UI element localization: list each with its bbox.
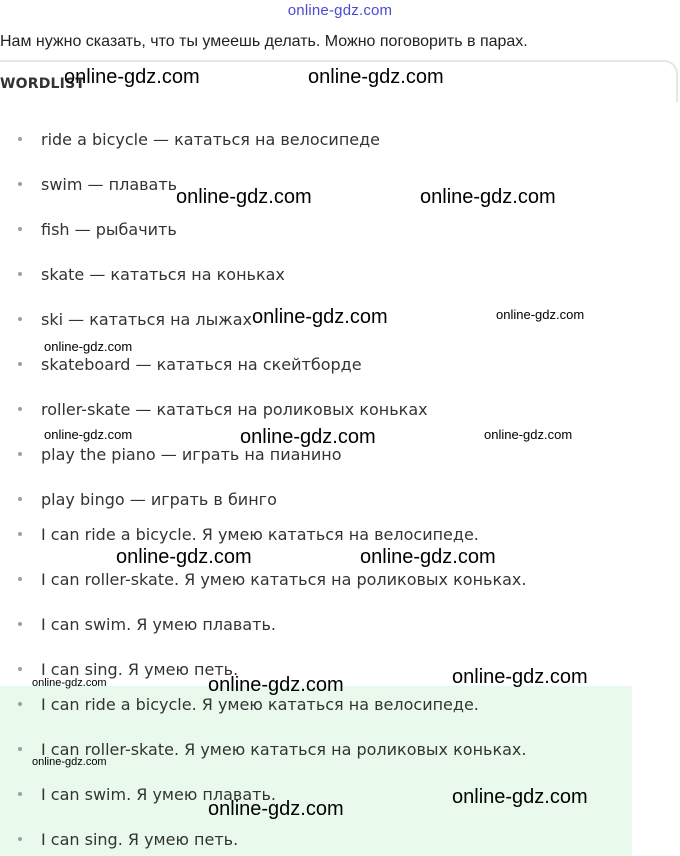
list-item-text: swim — плавать	[41, 174, 178, 194]
list-item	[18, 614, 276, 634]
bullet-icon	[18, 272, 22, 276]
list-item	[18, 129, 380, 149]
list-item-text: fish — рыбачить	[41, 219, 177, 239]
list-item-text: roller-skate — кататься на роликовых коньках	[41, 399, 428, 419]
list-item-text: play the piano — играть на пианино	[41, 444, 342, 464]
list-item	[18, 174, 177, 194]
answer-item-text: I can ride a bicycle. Я умею кататься на велосипеде.	[41, 694, 479, 714]
list-item-text: play bingo — играть в бинго	[41, 489, 277, 509]
watermark: online-gdz.com	[44, 427, 133, 442]
list-item-text: I can swim. Я умею плавать.	[41, 614, 276, 634]
watermark: online-gdz.com	[360, 546, 496, 568]
list-item	[18, 659, 238, 679]
bullet-icon	[18, 317, 22, 321]
bullet-icon	[18, 227, 22, 231]
watermark: online-gdz.com	[32, 756, 107, 768]
bullet-icon	[18, 137, 22, 141]
list-item	[18, 489, 277, 509]
list-item-text: skateboard — кататься на скейтборде	[41, 354, 362, 374]
watermark: online-gdz.com	[176, 186, 312, 208]
list-item	[18, 524, 479, 544]
list-item	[18, 219, 177, 239]
bullet-icon	[18, 407, 22, 411]
wordlist-title: WORDLIST	[0, 76, 86, 92]
bullet-icon	[18, 702, 22, 706]
list-item	[18, 354, 362, 374]
watermark: online-gdz.com	[452, 786, 588, 808]
list-item	[18, 569, 526, 589]
watermark: online-gdz.com	[308, 66, 444, 88]
bullet-icon	[18, 577, 22, 581]
intro-text: Нам нужно сказать, что ты умеешь делать. Можно поговорить в парах.	[0, 33, 528, 50]
list-item	[18, 264, 285, 284]
answer-item	[18, 829, 238, 849]
bullet-icon	[18, 747, 22, 751]
bullet-icon	[18, 182, 22, 186]
watermark: online-gdz.com	[240, 426, 376, 448]
watermark: online-gdz.com	[208, 798, 344, 820]
watermark: online-gdz.com	[44, 339, 133, 354]
watermark: online-gdz.com	[116, 546, 252, 568]
list-item-text: ski — кататься на лыжах	[41, 309, 252, 329]
bullet-icon	[18, 792, 22, 796]
watermark: online-gdz.com	[496, 307, 585, 322]
list-item-text: ride a bicycle — кататься на велосипеде	[41, 129, 381, 149]
bullet-icon	[18, 452, 22, 456]
bullet-icon	[18, 622, 22, 626]
bullet-icon	[18, 497, 22, 501]
watermark: online-gdz.com	[32, 677, 107, 689]
watermark: online-gdz.com	[484, 427, 573, 442]
answer-item-text: I can roller-skate. Я умею кататься на роликовых коньках.	[41, 739, 527, 759]
bullet-icon	[18, 667, 22, 671]
list-item-text: I can roller-skate. Я умею кататься на роликовых коньках.	[41, 569, 527, 589]
watermark: online-gdz.com	[452, 666, 588, 688]
answer-item-text: I can sing. Я умею петь.	[41, 829, 239, 849]
list-item-text: skate — кататься на коньках	[41, 264, 285, 284]
bullet-icon	[18, 362, 22, 366]
list-item	[18, 309, 252, 329]
list-item-text: I can ride a bicycle. Я умею кататься на велосипеде.	[41, 524, 479, 544]
bullet-icon	[18, 837, 22, 841]
watermark: online-gdz.com	[64, 66, 200, 88]
list-item	[18, 399, 428, 419]
watermark: online-gdz.com	[252, 306, 388, 328]
watermark: online-gdz.com	[208, 674, 344, 696]
bullet-icon	[18, 532, 22, 536]
list-item-text: I can sing. Я умею петь.	[41, 659, 239, 679]
header-watermark: online-gdz.com	[287, 2, 393, 19]
answer-item	[18, 694, 479, 714]
watermark: online-gdz.com	[420, 186, 556, 208]
answer-item-text: I can swim. Я умею плавать.	[41, 784, 276, 804]
